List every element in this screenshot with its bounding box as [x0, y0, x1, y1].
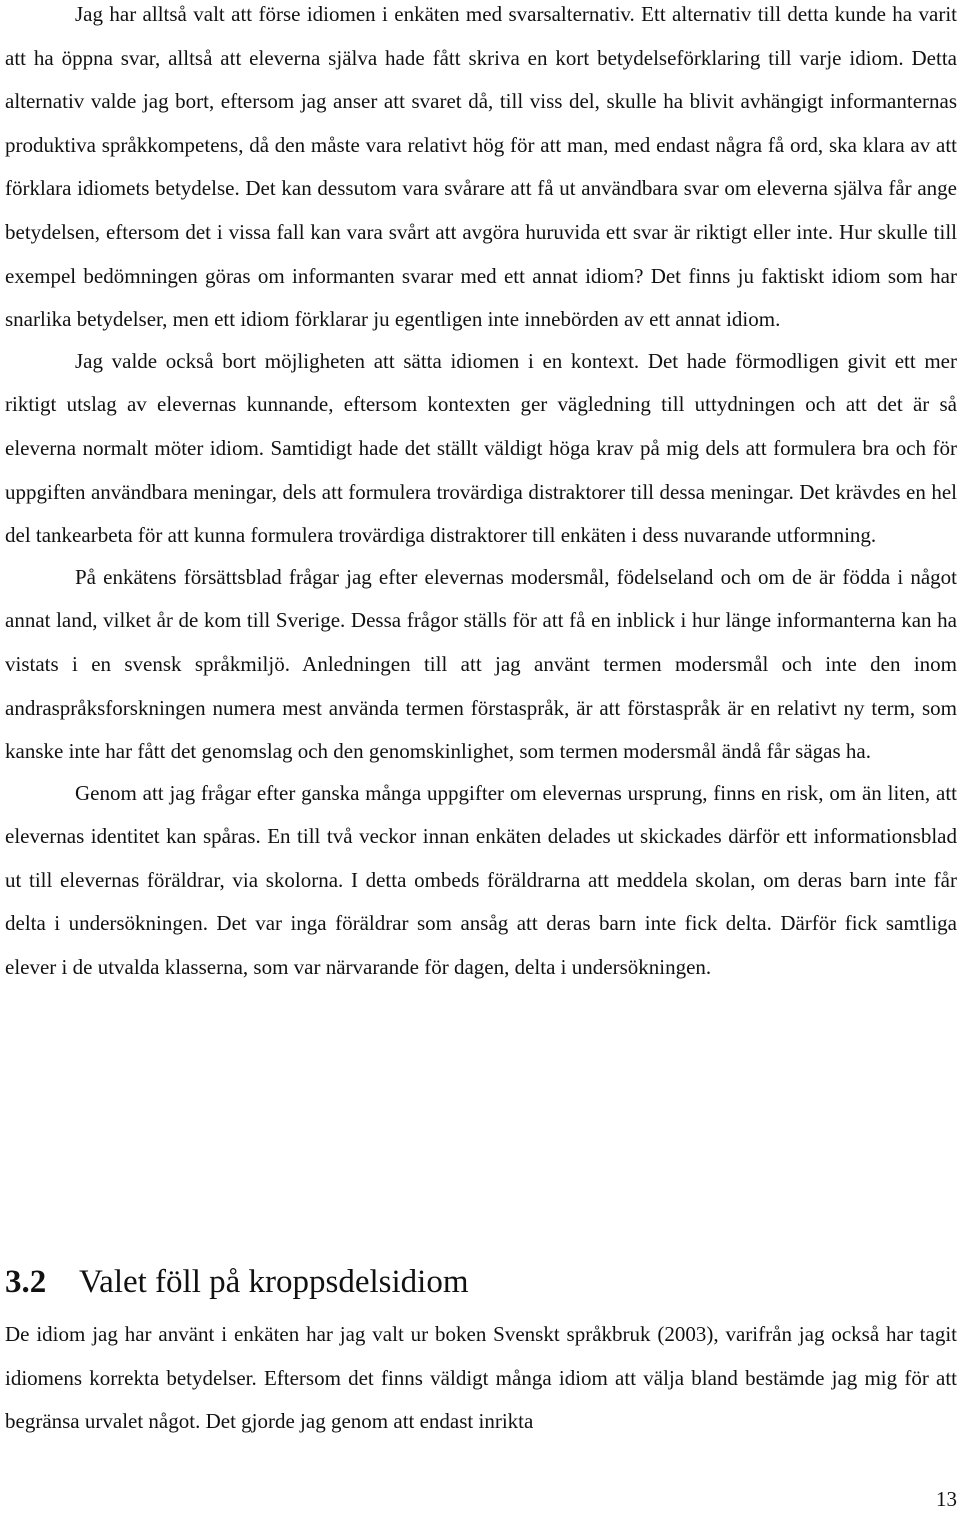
- paragraph-4: Genom att jag frågar efter ganska många uppgifter om elevernas ursprung, finns en risk, om än liten, att elevernas identitet kan spåras. En till två veckor innan enkäten delades ut skickades därför ett informationsblad ut till elevernas föräldrar, via skolorna. I detta ombeds föräldrarna att meddela skolan, om deras barn inte får delta i undersökningen. Det var inga föräldrar som ansåg att deras barn inte fick delta. Därför fick samtliga elever i de utvalda klasserna, som var närvarande för dagen, delta i undersökningen.: [5, 780, 957, 980]
- paragraph-3: På enkätens försättsblad frågar jag efter elevernas modersmål, födelseland och om de är födda i något annat land, vilket år de kom till Sverige. Dessa frågor ställs för att få en inblick i hur länge informanterna kan ha vistats i en svensk språkmiljö. Anledningen till att jag använt termen modersmål och inte den inom andraspråksforskningen numera mest använda termen förstaspråk, är att förstaspråk är en relativt ny term, som kanske inte har fått det genomslag och den genomskinlighet, som termen modersmål ändå får sägas ha.: [5, 564, 957, 764]
- section-body: [5, 1313, 957, 1444]
- section-heading: [5, 1258, 469, 1306]
- section-paragraph: De idiom jag har använt i enkäten har jag valt ur boken Svenskt språkbruk (2003), varifrån jag också har tagit idiomens korrekta betydelser. Eftersom det finns väldigt många idiom att välja bland bestämde jag mig för att begränsa urvalet något. Det gjorde jag genom att endast inrikta: [5, 1322, 957, 1434]
- section-number: 3.2: [5, 1264, 47, 1300]
- paragraph-1: Jag har alltså valt att förse idiomen i enkäten med svarsalternativ. Ett alternativ till detta kunde ha varit att ha öppna svar, alltså att eleverna själva hade fått skriva en kort betydelseförklaring till varje idiom. Detta alternativ valde jag bort, eftersom jag anser att svaret då, till viss del, skulle ha blivit avhängigt informanternas produktiva språkkompetens, då den måste vara relativt hög för att man, med endast några få ord, ska klara av att förklara idiomets betydelse. Det kan dessutom vara svårare att få ut användbara svar om eleverna själva får ange betydelsen, eftersom det i vissa fall kan vara svårt att avgöra huruvida ett svar är riktigt eller inte. Hur skulle till exempel bedömningen göras om informanten svarar med ett annat idiom? Det finns ju faktiskt idiom som har snarlika betydelser, men ett idiom förklarar ju egentligen inte innebörden av ett annat idiom.: [5, 2, 957, 332]
- paragraph-2: Jag valde också bort möjligheten att sätta idiomen i en kontext. Det hade förmodligen givit ett mer riktigt utslag av elevernas kunnande, eftersom kontexten ger vägledning till uttydningen och att det är så eleverna normalt möter idiom. Samtidigt hade det ställt väldigt höga krav på mig dels att formulera bra och för uppgiften användbara meningar, dels att formulera trovärdiga distraktorer till dessa meningar. Det krävdes en hel del tankearbeta för att kunna formulera trovärdiga distraktorer till enkäten i dess nuvarande utformning.: [5, 348, 957, 548]
- page-number: 13: [936, 1487, 957, 1511]
- document-body: [5, 0, 957, 990]
- section-title: Valet föll på kroppsdelsidiom: [79, 1264, 469, 1300]
